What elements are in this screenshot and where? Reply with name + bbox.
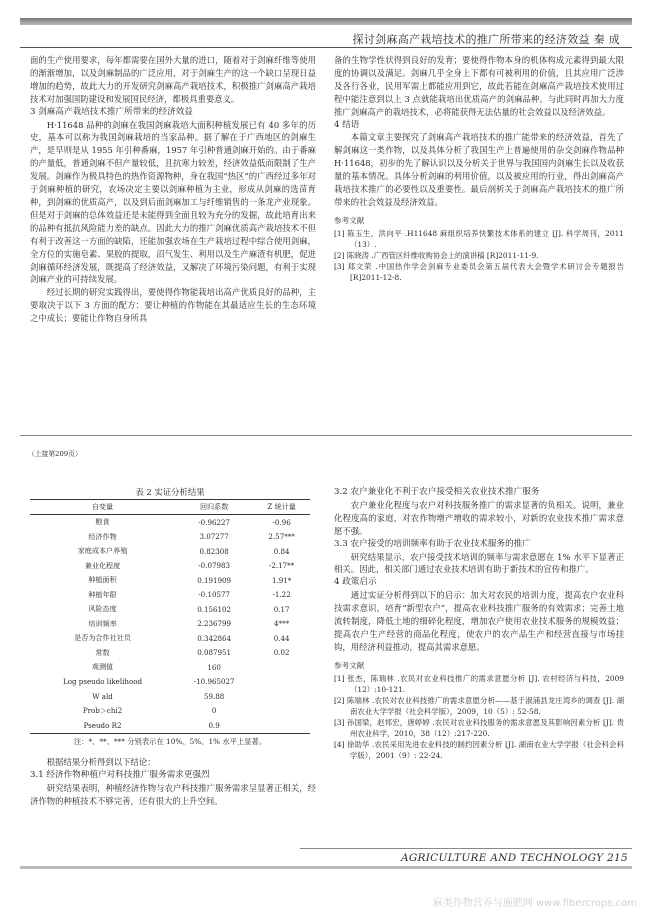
table-cell: 0.191909: [197, 575, 232, 585]
section-heading: 3.2 农户兼业化不利于农户接受相关农业技术推广服务: [334, 487, 540, 497]
table-cell: 0: [211, 706, 217, 716]
table-row: [30, 689, 310, 704]
section-heading: 3.1 经济作物种植户对科技推广服务需求更强烈: [30, 769, 210, 780]
table-row: [30, 704, 310, 719]
table-cell: [253, 660, 310, 675]
reference-item: [2] 陈晓涛 .广西管区纤维收购协会上的演讲稿 [R]2011-11-9.: [334, 250, 539, 260]
table-cell: 0.82308: [199, 546, 229, 556]
table-cell: -2.17**: [268, 561, 295, 571]
reference-item: [2] 陈瑞林 .农民对农业科技推广的需求意愿分析——基于淑浦县龙庄湾乡的调查 [J]. 湖南农业大学学报（社会科学版），2009，10（5）: 52-58.: [334, 695, 624, 716]
section-heading: 3 剑麻高产栽培技术推广所带来的经济效益: [30, 106, 193, 117]
table-cell: Prob＞chi2: [82, 705, 123, 715]
table-cell: 1.91*: [271, 575, 292, 585]
reference-item: [3] 孙国梁，赵邦宏，唐婷婷 .农民对农业科技服务的需求意愿及其影响因素分析 [J]. 贵州农业科学，2010，38（12）:217-220.: [334, 717, 624, 738]
table-row: [30, 588, 310, 603]
right-column: [334, 54, 624, 283]
running-header: 探讨剑麻高产栽培技术的推广所带来的经济效益 秦 成: [352, 33, 620, 46]
table-cell: 2.236799: [197, 619, 232, 629]
left-column: [30, 54, 316, 325]
table-cell: -0.96227: [198, 517, 231, 527]
table-cell: 160: [207, 662, 221, 672]
reference-item: [1] 陈玉生，洪向平 .H11648 麻组织培养快繁技术体系的建立 [J]. 科学周刊，2011（13）.: [334, 228, 624, 249]
paragraph: 本篇文章主要探究了剑麻高产栽培技术的推广能带来的经济效益，首先了解剑麻这一类作物，以及具体分析了我国生产上普遍使用的杂交剑麻作物品种 H·11648，初步的先了解认识以及分析关于世界与我国国内剑麻生长以及收获量的基本情况。具体分析剑麻的利用价值，以及被应用的行业，得出剑麻高产栽培技术推广的必要性以及重要性。最后剖析关于剑麻高产栽培技术的推广所带来的社会效益及经济效益。: [334, 132, 624, 207]
table-row: [30, 530, 310, 545]
table-cell: -1.22: [272, 590, 291, 600]
table-note: 注：*、**、*** 分别表示在 10%、5%、1% 水平上显著。: [73, 737, 267, 746]
table-cell: Pseudo R2: [30, 718, 175, 733]
table-cell: 种植面积: [88, 575, 117, 585]
table-cell: 2.57***: [268, 532, 295, 542]
table-cell: -0.96: [272, 517, 291, 527]
table-cell: W ald: [92, 691, 113, 701]
table-cell: 家庭成本户养殖: [77, 546, 128, 556]
table-cell: 培训频率: [88, 618, 117, 628]
table-cell: 兼业化程度: [84, 560, 121, 570]
table-cell: 0.44: [273, 633, 290, 643]
table-row: [30, 631, 310, 646]
paragraph: 农户兼业化程度与农户对科技服务推广的需求显著的负相关。说明，兼业化程度高的家庭，对农作物增产增收的需求较小，对新的农业技术推广需求意愿不强。: [334, 499, 624, 536]
section-heading: 4 结语: [334, 119, 360, 130]
table-row: [30, 617, 310, 632]
table-cell: 0.84: [273, 546, 290, 556]
article-divider: [20, 435, 632, 436]
section-heading: 4 政策启示: [334, 577, 377, 588]
paragraph: 备的生物学性状得到良好的发育；要使得作物本身的机体构成元素得到最大限度的协调以及满足。剑麻几乎全身上下都有可被利用的价值，且其应用广泛涉及各行各业，民用军需上都能应用到它，故此若能在剑麻高产栽培技术使用过程中能注意到以上 3 点就能栽培出优质高产的剑麻品种。与此同时再加大力度推广剑麻高产的栽培技术，必将能获得无法估量的社会效益以及经济效益。: [334, 55, 624, 117]
paragraph: 研究结果显示，农户接受技术培训的频率与需求意愿在 1% 水平下显著正相关。因此，相关部门通过农业技术培训有助于新技术的宣传和推广。: [334, 551, 624, 575]
lower-right-column: [334, 486, 624, 761]
table-row: [30, 602, 310, 617]
table-row: [30, 544, 310, 559]
table-header: Z 统计量: [253, 500, 310, 515]
references-heading: 参考文献: [334, 215, 365, 225]
table-cell: 59.88: [203, 691, 225, 701]
lower-left-column: [30, 756, 316, 808]
table-row: [30, 646, 310, 661]
section-heading: 3.3 农户接受的培训频率有助于农业技术服务的推广: [334, 538, 531, 549]
table-cell: 0.342864: [197, 633, 232, 643]
table-cell: 经济作物: [88, 531, 117, 541]
table-cell: -10.965027: [193, 677, 235, 687]
table-caption: 表 2 实证分析结果: [135, 487, 205, 497]
table-cell: 粮食: [95, 517, 110, 527]
paragraph: 根据结果分析得到以下结论：: [46, 757, 156, 767]
watermark: 麻类作物营养与施肥网 www.fibercrops.com: [432, 898, 637, 909]
header-bar: [20, 18, 632, 25]
table-cell: -0.10577: [198, 590, 231, 600]
table-cell: [253, 675, 310, 690]
paragraph: 经过长期的研究实践得出，要使得作物能栽培出高产优质良好的品种，主要取决于以下 3 方面的配方：要让种植的作物能在其最适应生长的生态环境之中成长；要能让作物自身所具: [30, 287, 316, 324]
journal-footer: AGRICULTURE AND TECHNOLOGY 215: [400, 852, 628, 864]
table-row: [30, 660, 310, 675]
paragraph: 研究结果表明，种植经济作物与农户科技推广服务需求呈显著正相关，经济作物的种植技术不够完善，还有很大的上升空间。: [30, 782, 316, 806]
paragraph: 通过实证分析得到以下的启示：加大对农民的培训力度，提高农户农业科技需求意识，培育“新型农户”，提高农业科技推广服务的有效需求；完善土地流转制度，降低土地的细碎化程度，增加农户使用农业技术服务的规模效益；提高农户生产经营的商品化程度，使农户的农产品生产和经营直接与市场挂钩，用经济利益推动，提高其需求意愿。: [334, 590, 624, 652]
references-heading: 参考文献: [334, 660, 365, 670]
table-row: [30, 573, 310, 588]
table-cell: 0.156102: [197, 604, 232, 614]
table-cell: 风险态度: [88, 604, 117, 614]
reference-item: [3] 郑文荣 .中国热作学会剑麻专业委员会第五届代表大会暨学术研讨会专题报告 [R]2011-12-8.: [334, 261, 624, 282]
table-row: [30, 515, 310, 530]
paragraph: H·11648 品种的剑麻在我国剑麻栽培大面积种植发展已有 40 多年的历史，基本可以称为我国剑麻栽培的当家品种。据了解在于广西地区的剑麻生产，是早则是从 1955 年引种番麻，1957 年引种普通剑麻开始的。由于番麻的产量低，普通剑麻不但产量较低，且抗寒力较差，经济效益低而限制了生产发展。剑麻作为极具特色的热作资源物种，身在我国“热区”的广西经过多年对于剑麻种植的研究，农场决定主要以剑麻种植为主业，形成从剑麻的选苗育种，到剑麻的优质高产，以及到后面剑麻加工与纤维销售的一条龙产业现象。但是对于剑麻的总体效益还是未能得到全面且较为充分的发掘，故此培育出来的品种有抵抗风险能力差的缺点。因此大力的推广剑麻优质高产栽培技术不但有利于改善这一方面的缺陷，还能加强农场在生产栽培过程中综合使用剑麻，全方位的实施皂素、果胶的提取，沼气发生、利用以及生产麻渣有机肥，促进剑麻循环经济发展，既提高了经济效益，又解决了环境污染问题，有利于实现剑麻产业的可持续发展。: [30, 119, 316, 285]
table-cell: [253, 704, 310, 719]
table-cell: Log pseudo likelihood: [63, 677, 143, 687]
table-cell: 0.17: [273, 604, 290, 614]
header-rule: [20, 47, 632, 48]
table-cell: 0.087951: [197, 648, 232, 658]
table-cell: 0.9: [175, 718, 253, 733]
table-cell: 4***: [274, 619, 290, 629]
table-row: [30, 718, 310, 733]
table-header: 自变量: [30, 500, 175, 515]
paragraph: 面的生产使用要求，每年都需要在国外大量的进口，随着对于剑麻纤维等使用的渐渐增加，以及剑麻制品的广泛应用，对于剑麻生产的这一个缺口呈现日益增加的趋势，故此大力的开发研究剑麻高产栽培技术，积极推广剑麻高产栽培技术对加强国防建设和发展国民经济，都极具重要意义。: [30, 55, 316, 104]
table-header: 回归系数: [175, 500, 253, 515]
table-cell: 0.02: [273, 648, 290, 658]
table-cell: [253, 718, 310, 733]
table-row: [30, 675, 310, 690]
table-cell: 3.07277: [199, 532, 229, 542]
regression-table: [30, 499, 310, 734]
table-cell: 是否为合作社社员: [74, 633, 131, 643]
footer-bar: [20, 866, 632, 869]
table-row: [30, 559, 310, 574]
table-cell: 观测值: [91, 662, 114, 672]
table-cell: [253, 689, 310, 704]
footer-rule: [300, 848, 632, 849]
reference-item: [1] 张杰，陈瑞林 .农民对农业科技推广的需求意愿分析 [J]. 农村经济与科技，2009（12）:10-121.: [334, 673, 624, 694]
table-cell: 种植年限: [88, 589, 117, 599]
continued-note: （上接第209页）: [28, 450, 82, 458]
reference-item: [4] 徐助华 .农民采用先进农业科技的制约因素分析 [J]. 湖南农业大学学报（社会科会科学版），2001（9）: 22-24.: [334, 739, 624, 760]
table-cell: -0.07983: [198, 561, 231, 571]
table-cell: 常数: [95, 647, 110, 657]
